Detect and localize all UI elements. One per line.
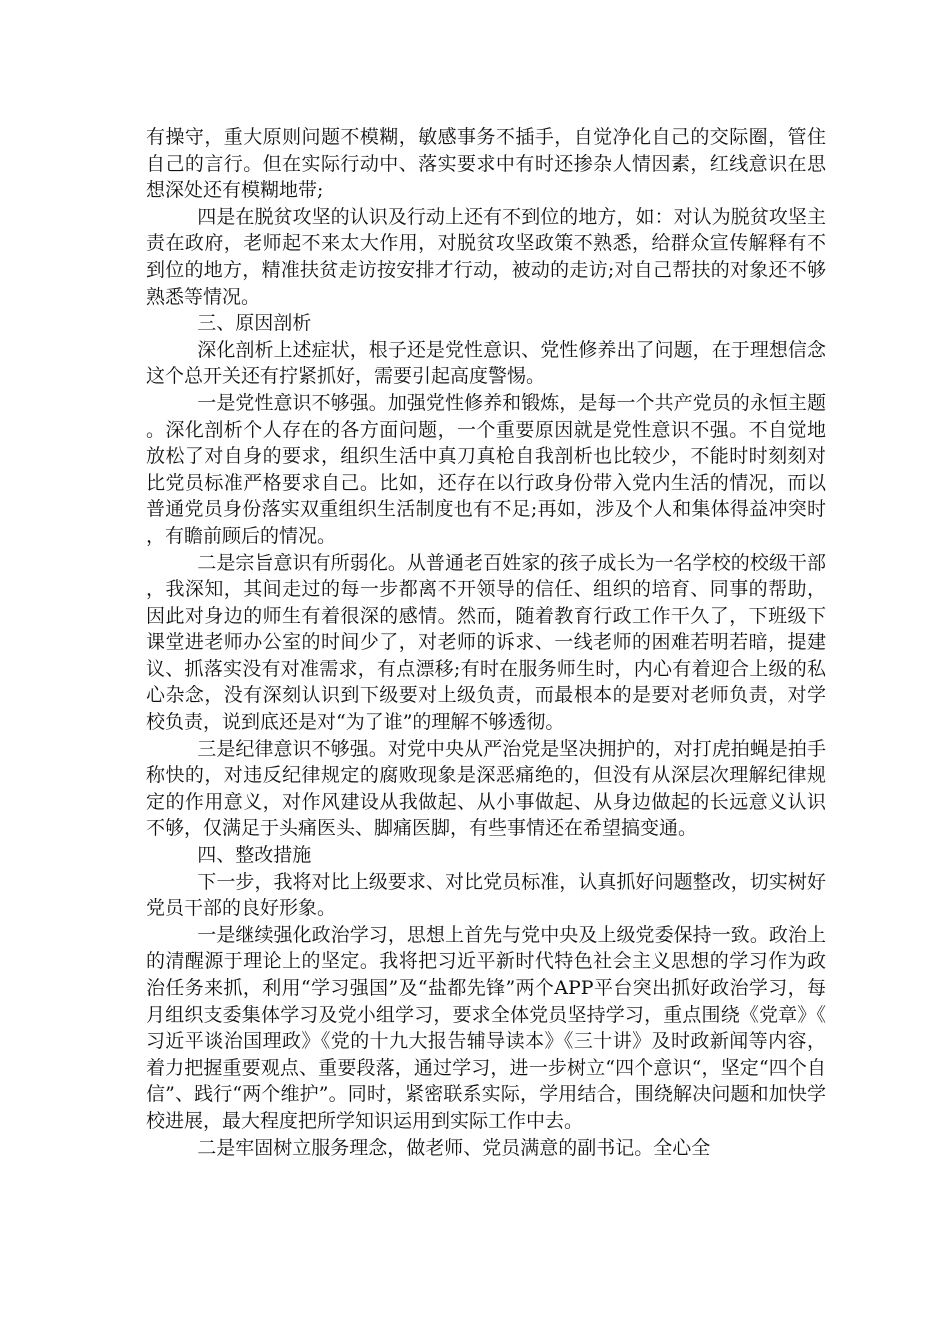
- paragraph-cause-intro: 深化剖析上述症状，根子还是党性意识、党性修养出了问题，在于理想信念这个总开关还有拧紧抓好，需要引起高度警惕。: [146, 338, 826, 388]
- paragraph-purpose-awareness: 二是宗旨意识有所弱化。从普通老百姓家的孩子成长为一名学校的校级干部，我深知，其间走过的每一步都离不开领导的信任、组织的培育、同事的帮助，因此对身边的师生有着很深的感情。然而，随着教育行政工作干久了，下班级下课堂进老师办公室的时间少了，对老师的诉求、一线老师的困难若明若暗，提建议、抓落实没有对准需求，有点漂移;有时在服务师生时，内心有着迎合上级的私心杂念，没有深刻认识到下级要对上级负责，而最根本的是要对老师负责，对学校负责，说到底还是对“为了谁”的理解不够透彻。: [146, 551, 826, 734]
- paragraph-discipline-awareness: 三是纪律意识不够强。对党中央从严治党是坚决拥护的，对打虎拍蝇是拍手称快的，对违反纪律规定的腐败现象是深恶痛绝的，但没有从深层次理解纪律规定的作用意义，对作风建设从我做起、从小事做起、从身边做起的长远意义认识不够，仅满足于头痛医头、脚痛医脚，有些事情还在希望搞变通。: [146, 737, 826, 840]
- section-heading-cause-analysis: 三、原因剖析: [197, 312, 312, 335]
- paragraph-party-awareness: 一是党性意识不够强。加强党性修养和锻炼，是每一个共产党员的永恒主题。深化剖析个人存在的各方面问题，一个重要原因就是党性意识不强。不自觉地放松了对自身的要求，组织生活中真刀真枪自我剖析也比较少，不能时时刻刻对比党员标准严格要求自己。比如，还存在以行政身份带入党内生活的情况，而以普通党员身份落实双重组织生活制度也有不足;再如，涉及个人和集体得益冲突时，有瞻前顾后的情况。: [146, 391, 826, 547]
- paragraph-integrity-continued: 有操守，重大原则问题不模糊，敏感事务不插手，自觉净化自己的交际圈，管住自己的言行。但在实际行动中、落实要求中有时还掺杂人情因素，红线意识在思想深处还有模糊地带;: [146, 126, 826, 202]
- paragraph-political-study: 一是继续强化政治学习，思想上首先与党中央及上级党委保持一致。政治上的清醒源于理论上的坚定。我将把习近平新时代特色社会主义思想的学习作为政治任务来抓，利用“学习强国”及“盐都先锋”两个APP平台突出抓好政治学习，每月组织支委集体学习及党小组学习，要求全体党员坚持学习，重点围绕《党章》《习近平谈治国理政》《党的十九大报告辅导读本》《三十讲》及时政新闻等内容，着力把握重要观点、重要段落，通过学习，进一步树立“四个意识“，坚定“四个自信”、践行“两个维护”。同时，紧密联系实际，学用结合，围绕解决问题和加快学校进展，最大程度把所学知识运用到实际工作中去。: [146, 923, 826, 1132]
- document-page: [146, 124, 826, 1161]
- paragraph-service-concept: 二是牢固树立服务理念，做老师、党员满意的副书记。全心全: [197, 1136, 711, 1159]
- paragraph-rectification-intro: 下一步，我将对比上级要求、对比党员标准，认真抓好问题整改，切实树好党员干部的良好形象。: [146, 870, 826, 920]
- section-heading-rectification: 四、整改措施: [197, 844, 312, 867]
- paragraph-poverty-alleviation: 四是在脱贫攻坚的认识及行动上还有不到位的地方，如：对认为脱贫攻坚主责在政府，老师起不来太大作用，对脱贫攻坚政策不熟悉，给群众宣传解释有不到位的地方，精准扶贫走访按安排才行动，被动的走访;对自己帮扶的对象还不够熟悉等情况。: [146, 205, 826, 308]
